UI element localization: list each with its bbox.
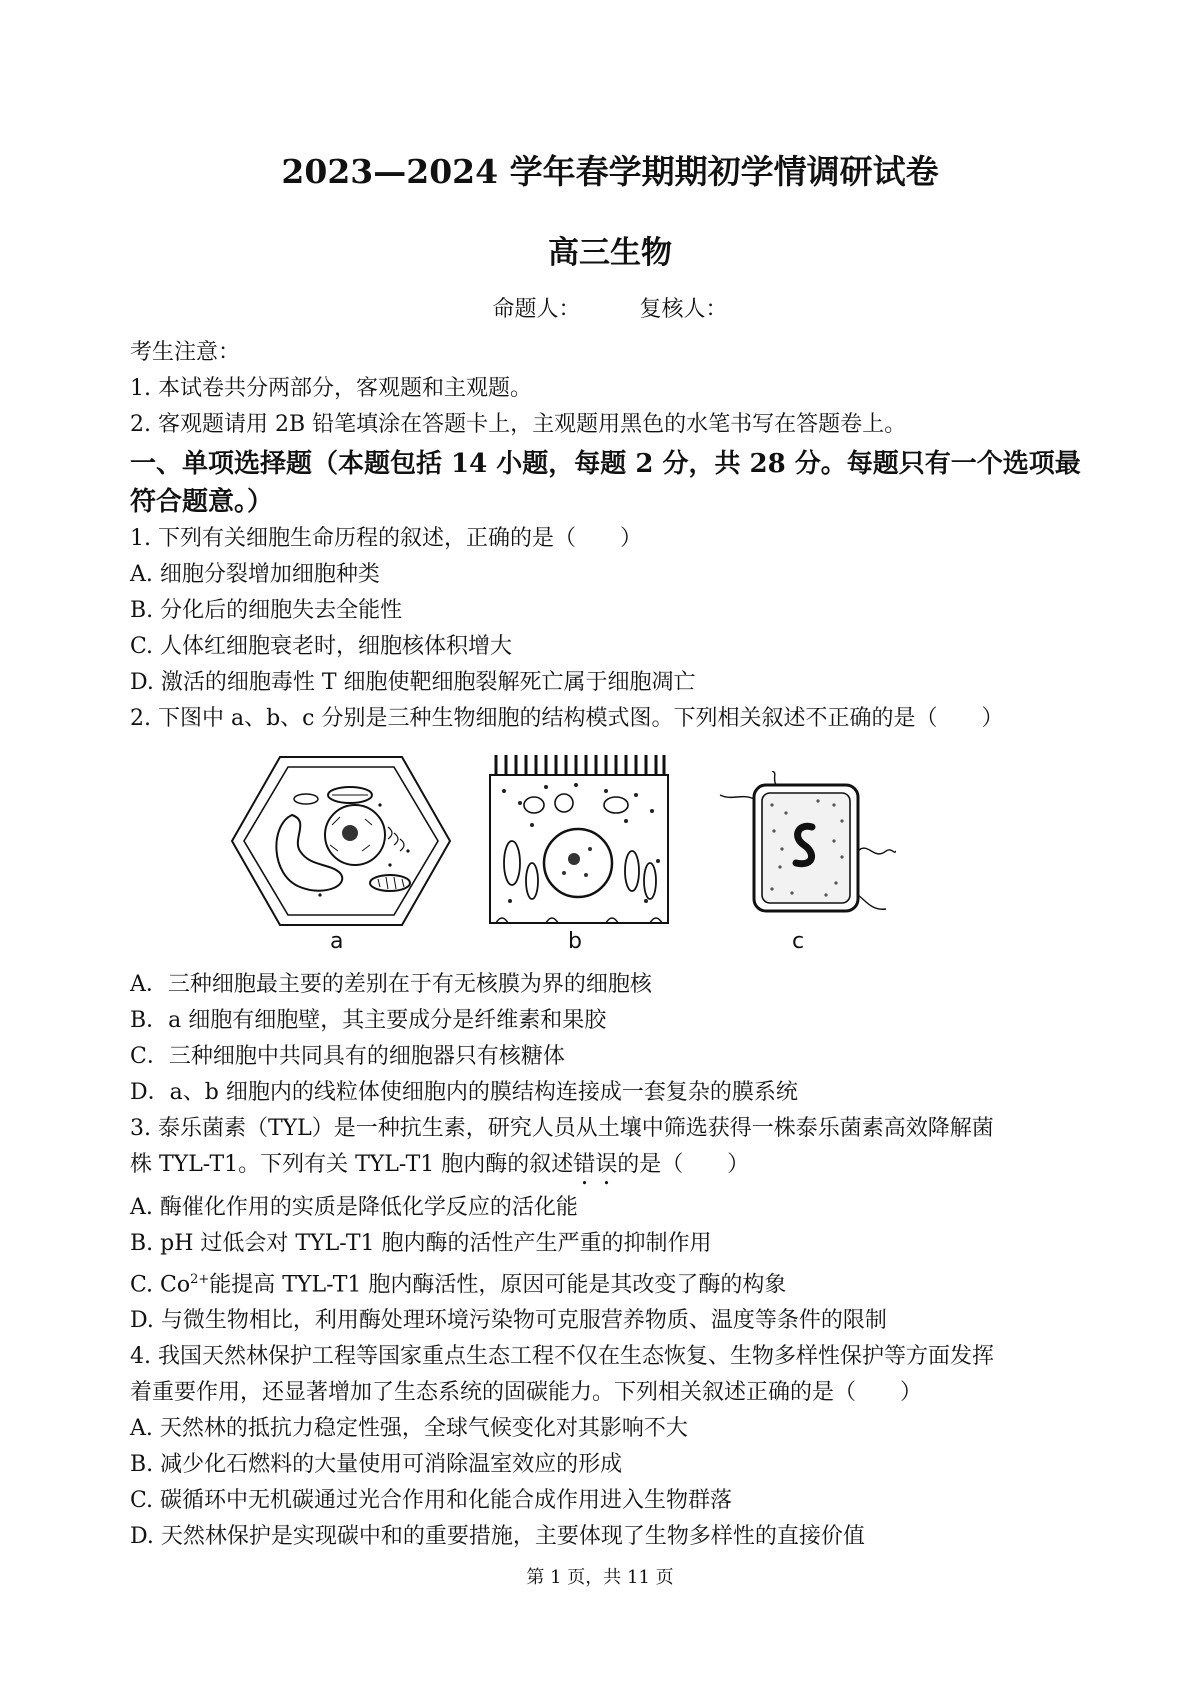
notice-block (130, 335, 1090, 443)
question-stem-line2 (130, 1147, 1090, 1190)
page-footer: 第 1 页，共 11 页 (526, 1567, 674, 1588)
stem-text: 株 TYL-T1。下列有关 TYL-T1 胞内酶的叙述 (130, 1152, 574, 1177)
exam-title: 2023—2024 学年春学期期初学情调研试卷 (281, 152, 939, 191)
ion-charge: 2+ (190, 1272, 210, 1287)
section-title: 一、单项选择题（本题包括 14 小题，每题 2 分，共 28 分。每题只有一个选项最符合题意。） (130, 449, 1081, 517)
figure-label-b: b (568, 929, 582, 954)
option-b: B．a 细胞有细胞壁，其主要成分是纤维素和果胶 (130, 1008, 607, 1033)
emphasized-word: 错误 (573, 1152, 618, 1177)
option-d: D. 激活的细胞毒性 T 细胞使靶细胞裂解死亡属于细胞凋亡 (130, 670, 696, 695)
animal-cell-diagram (486, 751, 672, 927)
notice-heading: 考生注意： (130, 340, 241, 365)
figure-label-c: c (792, 929, 805, 954)
figure-label-a: a (330, 929, 344, 954)
question-stem: 4. 我国天然林保护工程等国家重点生态工程不仅在生态恢复、生物多样性保护等方面发挥 (130, 1344, 994, 1370)
option-a: A. 天然林的抵抗力稳定性强，全球气候变化对其影响不大 (130, 1416, 688, 1442)
question-1 (130, 521, 1090, 701)
notice-item: 2. 客观题请用 2B 铅笔填涂在答题卡上，主观题用黑色的水笔书写在答题卷上。 (130, 412, 907, 437)
option-b: B. 减少化石燃料的大量使用可消除温室效应的形成 (130, 1452, 623, 1478)
option-c: C．三种细胞中共同具有的细胞器只有核糖体 (130, 1044, 565, 1069)
stem-text: 的是（ ） (617, 1152, 750, 1177)
question-3 (130, 1111, 1090, 1339)
question-stem-line2: 着重要作用，还显著增加了生态系统的固碳能力。下列相关叙述正确的是（ ） (130, 1380, 923, 1406)
option-b: B. pH 过低会对 TYL-T1 胞内酶的活性产生严重的抑制作用 (130, 1231, 712, 1256)
page-content (130, 130, 1090, 1555)
question-stem: 1. 下列有关细胞生命历程的叙述，正确的是（ ） (130, 526, 642, 551)
option-c-text: 能提高 TYL-T1 胞内酶活性，原因可能是其改变了酶的构象 (209, 1272, 787, 1298)
author-line (130, 292, 1090, 323)
option-d: D. 天然林保护是实现碳中和的重要措施，主要体现了生物多样性的直接价值 (130, 1524, 865, 1550)
option-c-prefix: C. Co (130, 1272, 191, 1298)
option-d: D．a、b 细胞内的线粒体使细胞内的膜结构连接成一套复杂的膜系统 (130, 1080, 798, 1105)
question-stem: 2. 下图中 a、b、c 分别是三种生物细胞的结构模式图。下列相关叙述不正确的是（ ） (130, 706, 1004, 731)
question-4 (130, 1339, 1090, 1555)
reviewer-label: 复核人： (639, 297, 728, 322)
notice-item: 1. 本试卷共分两部分，客观题和主观题。 (130, 376, 532, 401)
option-d: D. 与微生物相比，利用酶处理环境污染物可克服营养物质、温度等条件的限制 (130, 1308, 887, 1334)
option-b: B. 分化后的细胞失去全能性 (130, 598, 403, 623)
option-a: A．三种细胞最主要的差别在于有无核膜为界的细胞核 (130, 972, 652, 997)
option-c (130, 1262, 1090, 1303)
plant-cell-diagram (230, 755, 452, 927)
author-label: 命题人： (492, 297, 581, 322)
exam-subject: 高三生物 (548, 235, 672, 271)
option-c: C. 人体红细胞衰老时，细胞核体积增大 (130, 634, 513, 659)
cell-figure (130, 743, 1090, 963)
question-stem: 3. 泰乐菌素（TYL）是一种抗生素，研究人员从土壤中筛选获得一株泰乐菌素高效降解菌 (130, 1116, 994, 1141)
question-2 (130, 701, 1090, 1111)
option-a: A. 酶催化作用的实质是降低化学反应的活化能 (130, 1195, 578, 1220)
option-c: C. 碳循环中无机碳通过光合作用和化能合成作用进入生物群落 (130, 1488, 733, 1514)
bacterial-cell-diagram (716, 771, 896, 927)
option-a: A. 细胞分裂增加细胞种类 (130, 562, 380, 587)
